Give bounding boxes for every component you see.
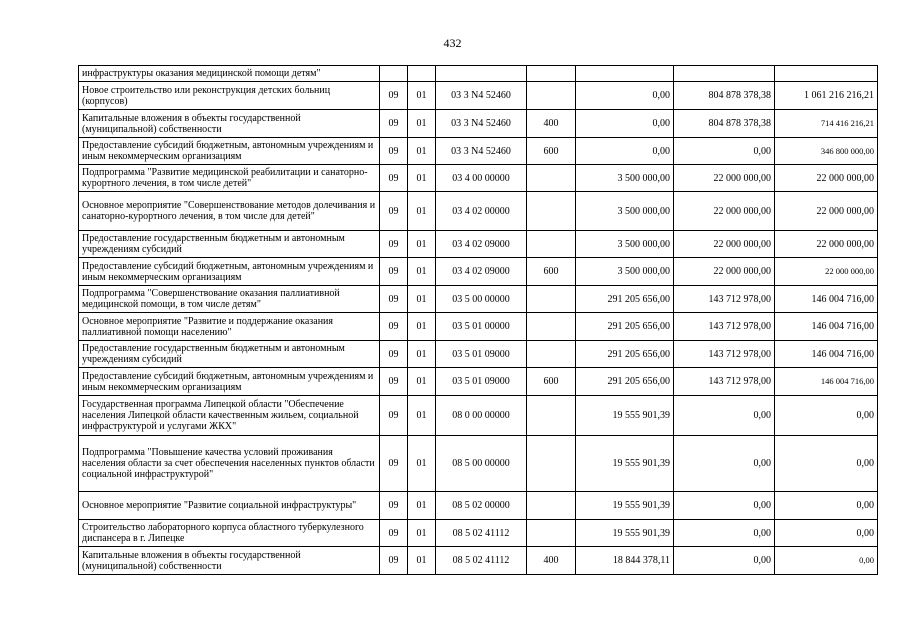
row-expense-type [527,82,576,110]
table-row [79,66,878,82]
budget-table [78,65,878,575]
row-section: 09 [380,82,408,110]
row-section: 09 [380,258,408,286]
row-amount-2: 0,00 [674,138,775,165]
table-row [79,341,878,368]
row-name: инфраструктуры оказания медицинской помощи детям" [79,66,380,82]
row-amount-1: 3 500 000,00 [576,165,674,192]
row-target-code: 03 4 02 00000 [436,192,527,231]
row-section: 09 [380,313,408,341]
row-amount-2: 0,00 [674,547,775,575]
row-target-code: 03 4 00 00000 [436,165,527,192]
row-expense-type [527,436,576,492]
table-row [79,368,878,396]
row-amount-2: 0,00 [674,520,775,547]
row-section: 09 [380,138,408,165]
row-expense-type: 400 [527,110,576,138]
row-amount-2: 143 712 978,00 [674,286,775,313]
row-subsection: 01 [408,341,436,368]
row-target-code: 03 5 01 00000 [436,313,527,341]
row-amount-3: 0,00 [775,436,878,492]
row-expense-type [527,341,576,368]
table-row [79,313,878,341]
row-name: Подпрограмма "Развитие медицинской реабилитации и санаторно-курортного лечения, в том числе детей" [79,165,380,192]
row-name: Основное мероприятие "Совершенствование методов долечивания и санаторно-курортного лечения, в том числе для детей" [79,192,380,231]
row-target-code: 03 5 01 09000 [436,341,527,368]
row-section: 09 [380,192,408,231]
row-name: Новое строительство или реконструкция детских больниц (корпусов) [79,82,380,110]
row-name: Основное мероприятие "Развитие социальной инфраструктуры" [79,492,380,520]
row-amount-3: 0,00 [775,547,878,575]
table-row [79,520,878,547]
row-amount-3: 146 004 716,00 [775,286,878,313]
row-expense-type [527,286,576,313]
row-amount-2: 804 878 378,38 [674,82,775,110]
row-target-code: 08 0 00 00000 [436,396,527,436]
row-target-code: 08 5 00 00000 [436,436,527,492]
row-expense-type [527,192,576,231]
row-target-code: 08 5 02 41112 [436,520,527,547]
row-amount-1: 19 555 901,39 [576,520,674,547]
row-amount-3: 0,00 [775,520,878,547]
row-amount-1: 3 500 000,00 [576,192,674,231]
row-expense-type [527,520,576,547]
row-amount-1: 19 555 901,39 [576,396,674,436]
page-number: 432 [443,36,462,50]
row-amount-3 [775,66,878,82]
row-subsection [408,66,436,82]
table-row [79,165,878,192]
table-row [79,258,878,286]
row-amount-1: 18 844 378,11 [576,547,674,575]
row-amount-3: 0,00 [775,492,878,520]
row-amount-1: 291 205 656,00 [576,313,674,341]
row-target-code: 03 3 N4 52460 [436,82,527,110]
table-row [79,396,878,436]
row-amount-3: 146 004 716,00 [775,341,878,368]
row-section: 09 [380,492,408,520]
row-name: Подпрограмма "Повышение качества условий проживания населения области за счет обеспечения населенных пунктов области социальной инфраструктурой" [79,436,380,492]
row-amount-2: 22 000 000,00 [674,258,775,286]
row-section [380,66,408,82]
row-target-code: 03 3 N4 52460 [436,110,527,138]
row-expense-type [527,165,576,192]
row-name: Строительство лабораторного корпуса областного туберкулезного диспансера в г. Липецке [79,520,380,547]
row-subsection: 01 [408,436,436,492]
row-name: Предоставление государственным бюджетным и автономным учреждениям субсидий [79,231,380,258]
row-name: Предоставление субсидий бюджетным, автономным учреждениям и иным некоммерческим организациям [79,258,380,286]
row-amount-2: 0,00 [674,396,775,436]
row-subsection: 01 [408,396,436,436]
table-row [79,82,878,110]
row-name: Государственная программа Липецкой области "Обеспечение населения Липецкой области качественным жильем, социальной инфраструктурой и услугами ЖКХ" [79,396,380,436]
row-amount-3: 22 000 000,00 [775,165,878,192]
table-row [79,436,878,492]
row-name: Капитальные вложения в объекты государственной (муниципальной) собственности [79,110,380,138]
row-subsection: 01 [408,368,436,396]
row-subsection: 01 [408,231,436,258]
row-expense-type [527,231,576,258]
row-expense-type: 600 [527,138,576,165]
row-amount-1: 291 205 656,00 [576,368,674,396]
table-row [79,110,878,138]
row-target-code: 03 4 02 09000 [436,258,527,286]
table-row [79,492,878,520]
row-name: Подпрограмма "Совершенствование оказания паллиативной медицинской помощи, в том числе детям" [79,286,380,313]
row-amount-2: 22 000 000,00 [674,192,775,231]
row-target-code: 03 5 01 09000 [436,368,527,396]
row-amount-1: 3 500 000,00 [576,258,674,286]
row-subsection: 01 [408,82,436,110]
row-target-code: 03 5 00 00000 [436,286,527,313]
row-amount-3: 22 000 000,00 [775,231,878,258]
row-amount-1: 0,00 [576,82,674,110]
row-section: 09 [380,436,408,492]
row-expense-type [527,492,576,520]
row-amount-3: 346 800 000,00 [775,138,878,165]
table-body [79,66,878,575]
row-amount-1: 0,00 [576,110,674,138]
row-subsection: 01 [408,313,436,341]
row-amount-2 [674,66,775,82]
row-name: Основное мероприятие "Развитие и поддержание оказания паллиативной помощи населению" [79,313,380,341]
row-amount-1: 19 555 901,39 [576,436,674,492]
row-section: 09 [380,396,408,436]
row-name: Предоставление субсидий бюджетным, автономным учреждениям и иным некоммерческим организациям [79,138,380,165]
row-amount-1: 3 500 000,00 [576,231,674,258]
row-amount-3: 1 061 216 216,21 [775,82,878,110]
row-amount-2: 0,00 [674,492,775,520]
row-name: Предоставление субсидий бюджетным, автономным учреждениям и иным некоммерческим организациям [79,368,380,396]
table-row [79,547,878,575]
row-target-code: 08 5 02 41112 [436,547,527,575]
row-name: Предоставление государственным бюджетным и автономным учреждениям субсидий [79,341,380,368]
row-amount-2: 22 000 000,00 [674,165,775,192]
row-subsection: 01 [408,520,436,547]
row-target-code: 03 4 02 09000 [436,231,527,258]
row-expense-type [527,396,576,436]
table-row [79,192,878,231]
row-amount-3: 22 000 000,00 [775,258,878,286]
row-section: 09 [380,165,408,192]
row-target-code [436,66,527,82]
row-amount-3: 0,00 [775,396,878,436]
row-subsection: 01 [408,192,436,231]
row-amount-3: 146 004 716,00 [775,313,878,341]
row-amount-2: 143 712 978,00 [674,341,775,368]
row-section: 09 [380,231,408,258]
row-amount-2: 22 000 000,00 [674,231,775,258]
row-amount-2: 804 878 378,38 [674,110,775,138]
row-section: 09 [380,520,408,547]
row-subsection: 01 [408,110,436,138]
row-subsection: 01 [408,165,436,192]
row-target-code: 08 5 02 00000 [436,492,527,520]
row-subsection: 01 [408,258,436,286]
row-expense-type: 400 [527,547,576,575]
row-subsection: 01 [408,547,436,575]
row-amount-1: 291 205 656,00 [576,286,674,313]
row-section: 09 [380,286,408,313]
row-amount-2: 143 712 978,00 [674,313,775,341]
row-section: 09 [380,368,408,396]
row-amount-2: 0,00 [674,436,775,492]
table-row [79,231,878,258]
table-row [79,286,878,313]
row-expense-type: 600 [527,368,576,396]
row-expense-type [527,66,576,82]
row-section: 09 [380,110,408,138]
row-expense-type [527,313,576,341]
row-amount-3: 714 416 216,21 [775,110,878,138]
row-amount-1: 19 555 901,39 [576,492,674,520]
row-section: 09 [380,547,408,575]
row-subsection: 01 [408,138,436,165]
table-row [79,138,878,165]
row-section: 09 [380,341,408,368]
row-amount-1: 291 205 656,00 [576,341,674,368]
row-amount-3: 22 000 000,00 [775,192,878,231]
row-amount-3: 146 004 716,00 [775,368,878,396]
row-expense-type: 600 [527,258,576,286]
row-name: Капитальные вложения в объекты государственной (муниципальной) собственности [79,547,380,575]
row-subsection: 01 [408,492,436,520]
row-amount-2: 143 712 978,00 [674,368,775,396]
row-amount-1: 0,00 [576,138,674,165]
row-target-code: 03 3 N4 52460 [436,138,527,165]
row-subsection: 01 [408,286,436,313]
row-amount-1 [576,66,674,82]
